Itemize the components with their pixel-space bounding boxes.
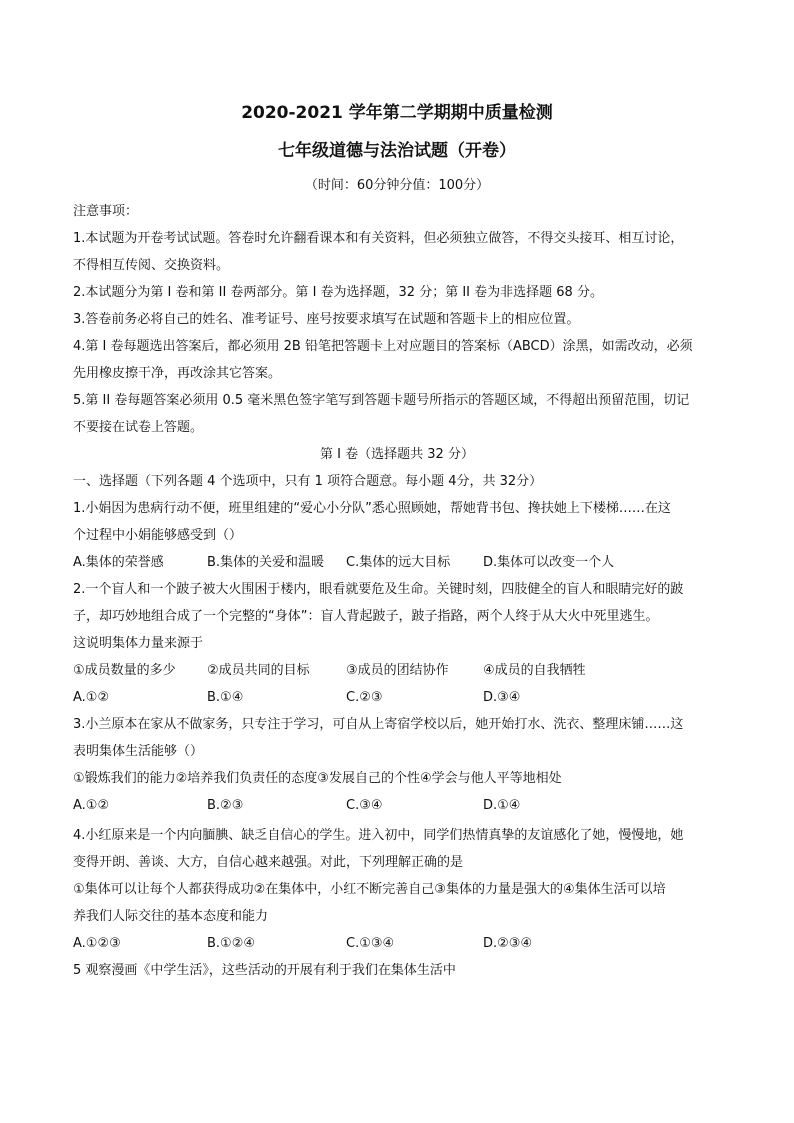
q1-option-b: B.集体的关爱和温暖 (207, 555, 325, 570)
note-2: 2.本试题分为第 I 卷和第 II 卷两部分。第 I 卷为选择题，32 分；第 II 卷为非选择题 68 分。 (73, 285, 603, 300)
q4-option-a: A.①②③ (73, 936, 121, 951)
q3-option-d: D.①④ (483, 798, 521, 813)
question-3-line-1: 3.小兰原本在家从不做家务，只专注于学习，可自从上寄宿学校以后，她开始打水、洗衣、整理床铺……这 (73, 717, 684, 732)
question-5-line-1: 5 观察漫画《中学生活》，这些活动的开展有利于我们在集体生活中 (73, 963, 456, 978)
q2-option-d: D.③④ (483, 690, 521, 705)
q3-option-a: A.①② (73, 798, 110, 813)
note-3: 3.答卷前务必将自己的姓名、准考证号、座号按要求填写在试题和答题卡上的相应位置。 (73, 312, 580, 327)
question-3-items: ①锻炼我们的能力②培养我们负责任的态度③发展自己的个性④学会与他人平等地相处 (73, 771, 562, 786)
q4-option-b: B.①②④ (207, 936, 256, 951)
exam-subtitle: 七年级道德与法治试题（开卷） (278, 141, 516, 161)
q2-option-c: C.②③ (346, 690, 383, 705)
q1-option-a: A.集体的荣誉感 (73, 555, 164, 570)
q1-option-d: D.集体可以改变一个人 (483, 555, 615, 570)
section-title: 第 I 卷（选择题共 32 分） (320, 447, 474, 462)
section-intro: 一、选择题（下列各题 4 个选项中，只有 1 项符合题意。每小题 4分，共 32分） (73, 474, 543, 489)
note-1-line-1: 1.本试题为开卷考试试题。答卷时允许翻看课本和有关资料，但必须独立做答，不得交头接耳、相互讨论， (73, 231, 684, 246)
q2-item-4: ④成员的自我牺牲 (483, 663, 586, 678)
question-4-line-3: ①集体可以让每个人都获得成功②在集体中，小红不断完善自己③集体的力量是强大的④集体生活可以培 (73, 882, 666, 897)
question-3-line-2: 表明集体生活能够（） (73, 744, 204, 759)
q1-option-c: C.集体的远大目标 (346, 555, 451, 570)
question-4-line-4: 养我们人际交往的基本态度和能力 (73, 909, 269, 924)
q2-item-2: ②成员共同的目标 (207, 663, 310, 678)
q2-option-a: A.①② (73, 690, 110, 705)
question-2-line-1: 2.一个盲人和一个跛子被大火围困于楼内，眼看就要危及生命。关键时刻，四肢健全的盲人和眼睛完好的跛 (73, 582, 684, 597)
note-5-line-1: 5.第 II 卷每题答案必须用 0.5 毫米黑色签字笔写到答题卡题号所指示的答题区域，不得超出预留范围，切记 (73, 393, 690, 408)
q3-option-b: B.②③ (207, 798, 244, 813)
q4-option-c: C.①③④ (346, 936, 395, 951)
q2-item-1: ①成员数量的多少 (73, 663, 176, 678)
note-1-line-2: 不得相互传阅、交换资料。 (73, 258, 230, 273)
q3-option-c: C.③④ (346, 798, 383, 813)
question-2-line-2: 子，却巧妙地组合成了一个完整的“身体”：盲人背起跛子，跛子指路，两个人终于从大火中死里逃生。 (73, 609, 659, 624)
note-5-line-2: 不要接在试卷上答题。 (73, 420, 204, 435)
note-4-line-1: 4.第 I 卷每题选出答案后，都必须用 2B 铅笔把答题卡上对应题目的答案标（ABCD）涂黑，如需改动，必须 (73, 339, 693, 354)
time-score-info: （时间：60分钟分值：100分） (304, 178, 490, 193)
note-4-line-2: 先用橡皮擦干净，再改涂其它答案。 (73, 366, 282, 381)
q4-option-d: D.②③④ (483, 936, 533, 951)
q2-option-b: B.①④ (207, 690, 244, 705)
question-4-line-2: 变得开朗、善谈、大方，自信心越来越强。对此，下列理解正确的是 (73, 855, 464, 870)
q2-item-3: ③成员的团结协作 (346, 663, 449, 678)
question-1-line-2: 个过程中小娟能够感受到（） (73, 528, 243, 543)
notes-heading: 注意事项： (73, 204, 139, 219)
exam-title: 2020-2021 学年第二学期期中质量检测 (241, 103, 553, 123)
question-1-line-1: 1.小娟因为患病行动不便，班里组建的“爱心小分队”悉心照顾她，帮她背书包、搀扶她上下楼梯……在这 (73, 501, 671, 516)
question-2-line-3: 这说明集体力量来源于 (73, 636, 204, 651)
question-4-line-1: 4.小红原来是一个内向腼腆、缺乏自信心的学生。进入初中，同学们热情真挚的友谊感化了她，慢慢地，她 (73, 828, 684, 843)
